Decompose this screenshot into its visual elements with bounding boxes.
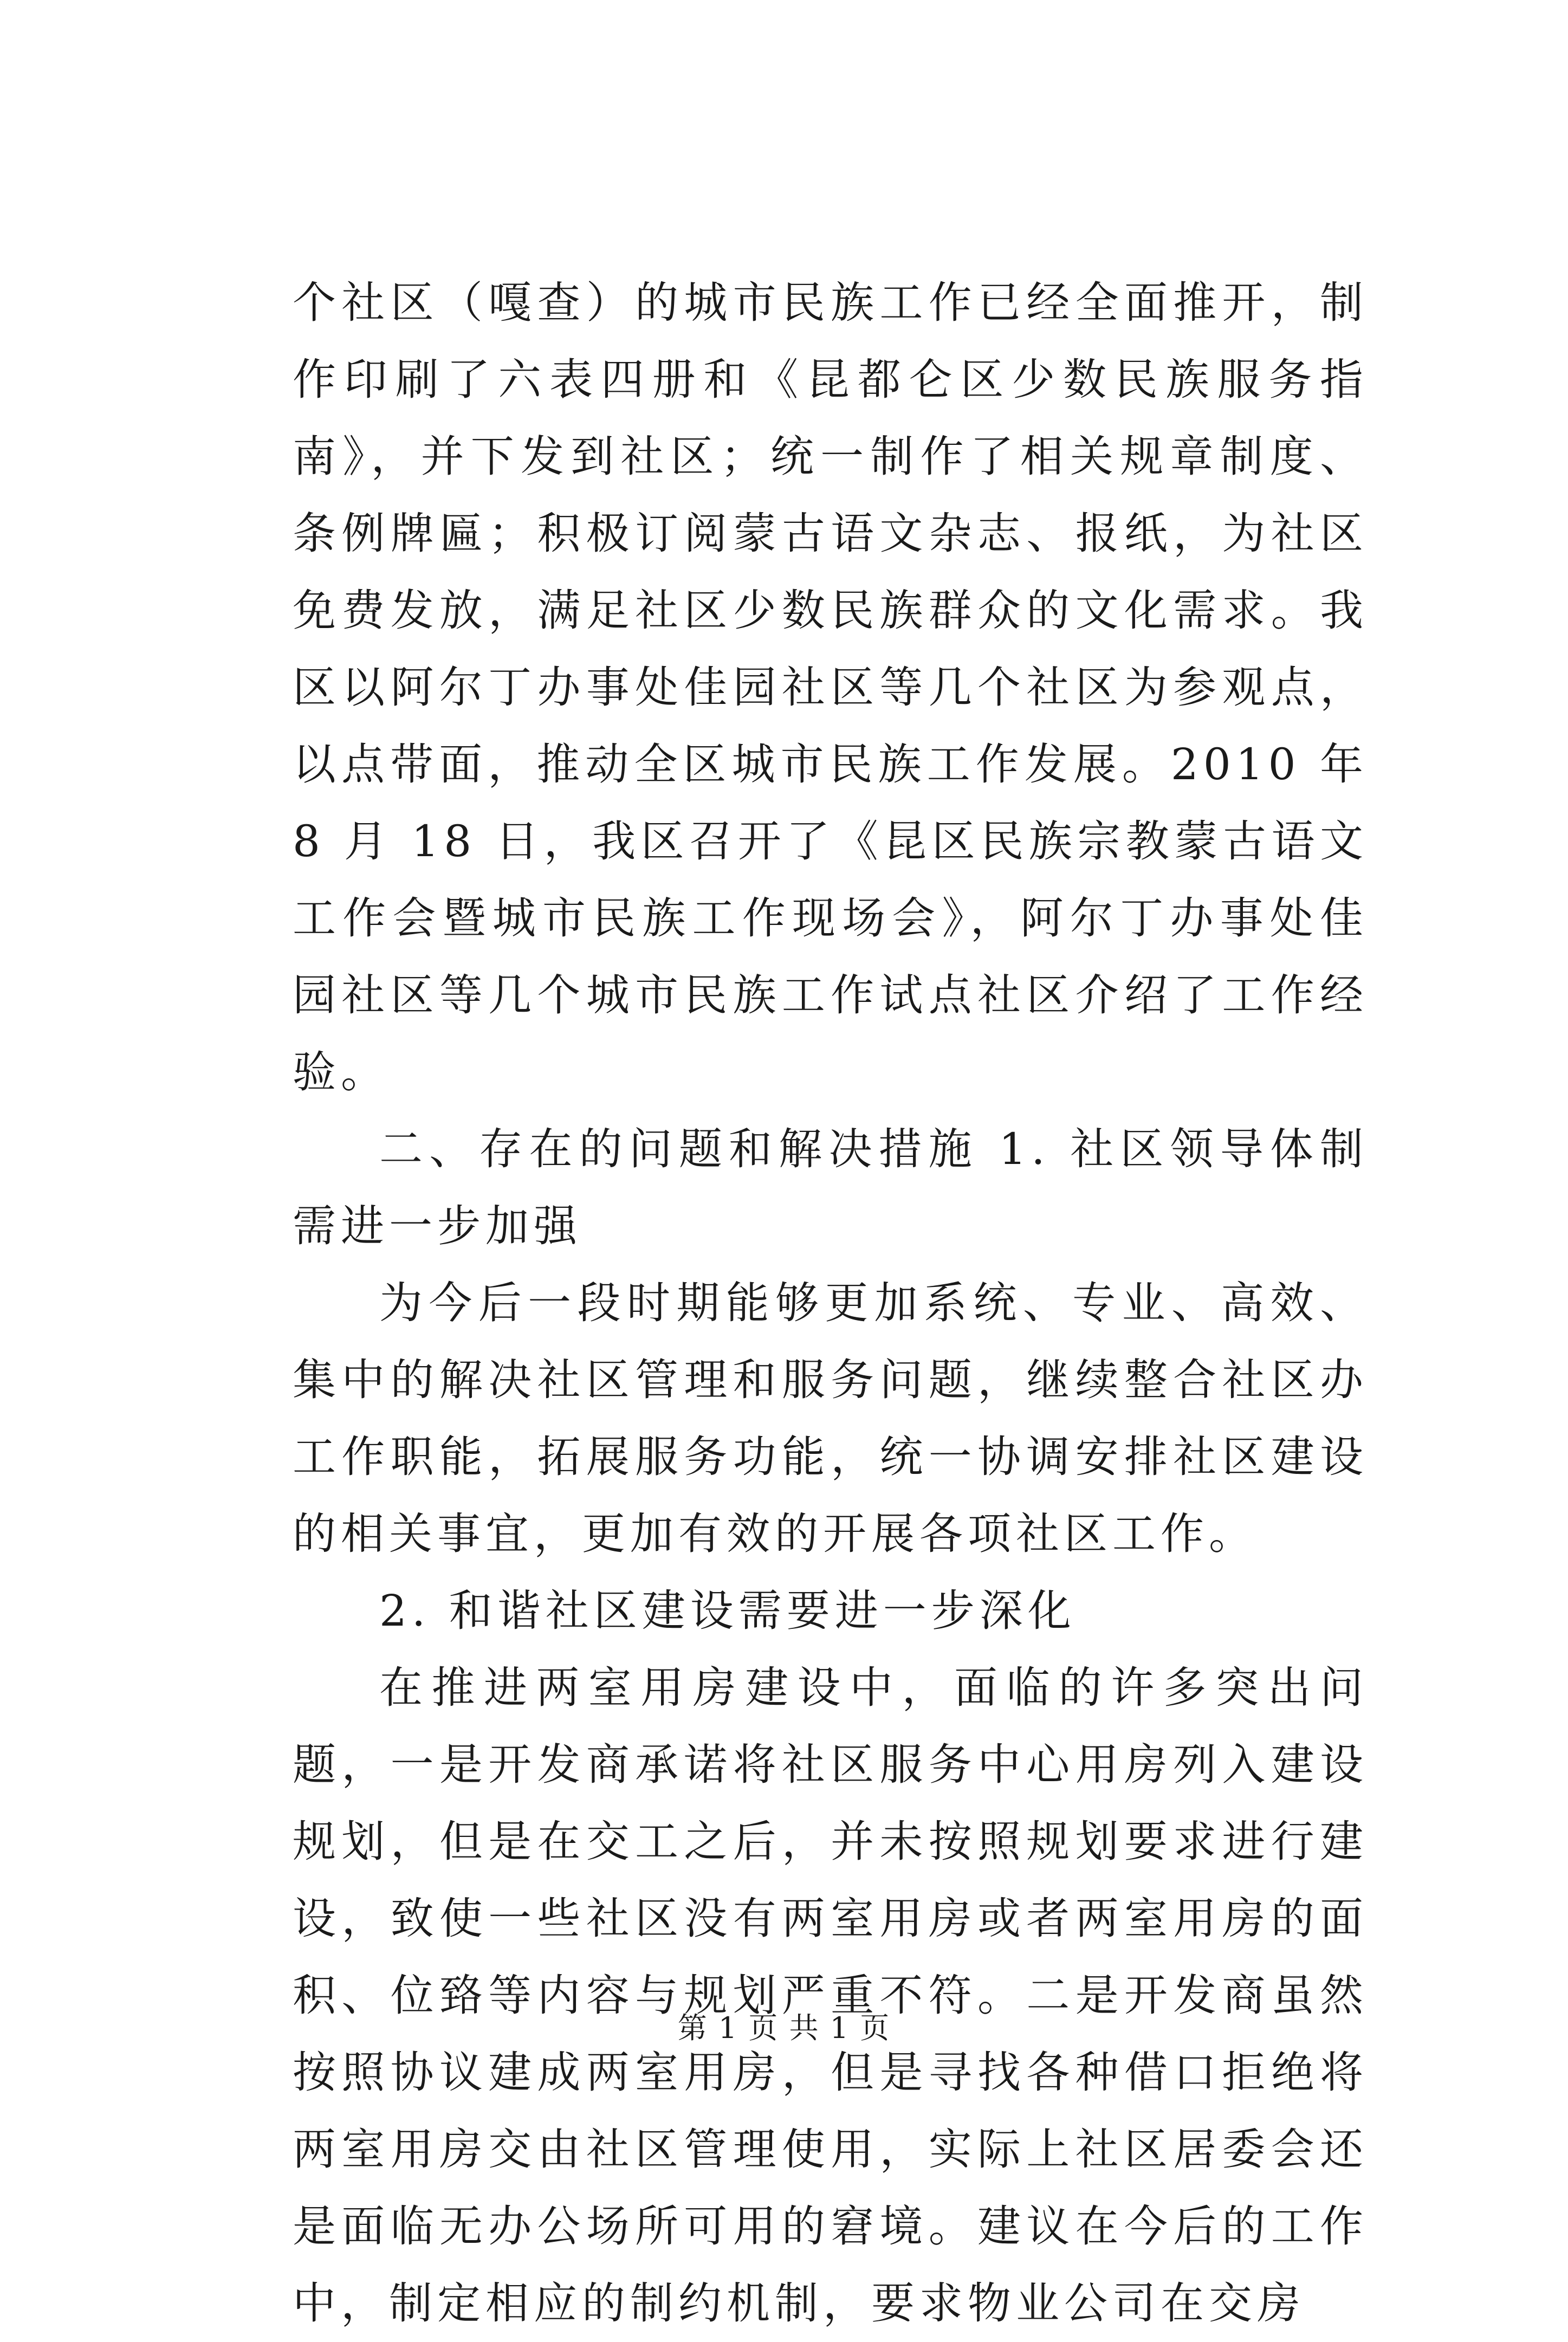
- paragraph-3: 为今后一段时期能够更加系统、专业、高效、集中的解决社区管理和服务问题，继续整合社区办工作职能，拓展服务功能，统一协调安排社区建设的相关事宜，更加有效的开展各项社区工作。: [293, 1278, 1368, 1559]
- section-heading-2: 二、存在的问题和解决措施 1. 社区领导体制需进一步加强: [293, 1124, 1368, 1251]
- subheading-4: 2. 和谐社区建设需要进一步深化: [379, 1586, 1076, 1636]
- paragraph-5: 在推进两室用房建设中，面临的许多突出问题，一是开发商承诺将社区服务中心用房列入建设规划，但是在交工之后，并未按照规划要求进行建设，致使一些社区没有两室用房或者两室用房的面积、位臵等内容与规划严重不符。二是开发商虽然按照协议建成两室用房，但是寻找各种借口拒绝将两室用房交由社区管理使用，实际上社区居委会还是面临无办公场所可用的窘境。建议在今后的工作中，制定相应的制约机制，要求物业公司在交房: [293, 1662, 1368, 2328]
- paragraph-1: 个社区（嘎查）的城市民族工作已经全面推开，制作印刷了六表四册和《昆都仑区少数民族服务指南》，并下发到社区；统一制作了相关规章制度、条例牌匾；积极订阅蒙古语文杂志、报纸，为社区免费发放，满足社区少数民族群众的文化需求。我区以阿尔丁办事处佳园社区等几个社区为参观点，以点带面，推动全区城市民族工作发展。2010 年 8 月 18 日，我区召开了《昆区民族宗教蒙古语文工作会暨城市民族工作现场会》，阿尔丁办事处佳园社区等几个城市民族工作试点社区介绍了工作经验。: [293, 277, 1368, 1097]
- page-footer: 第 1 页 共 1 页: [677, 2011, 891, 2045]
